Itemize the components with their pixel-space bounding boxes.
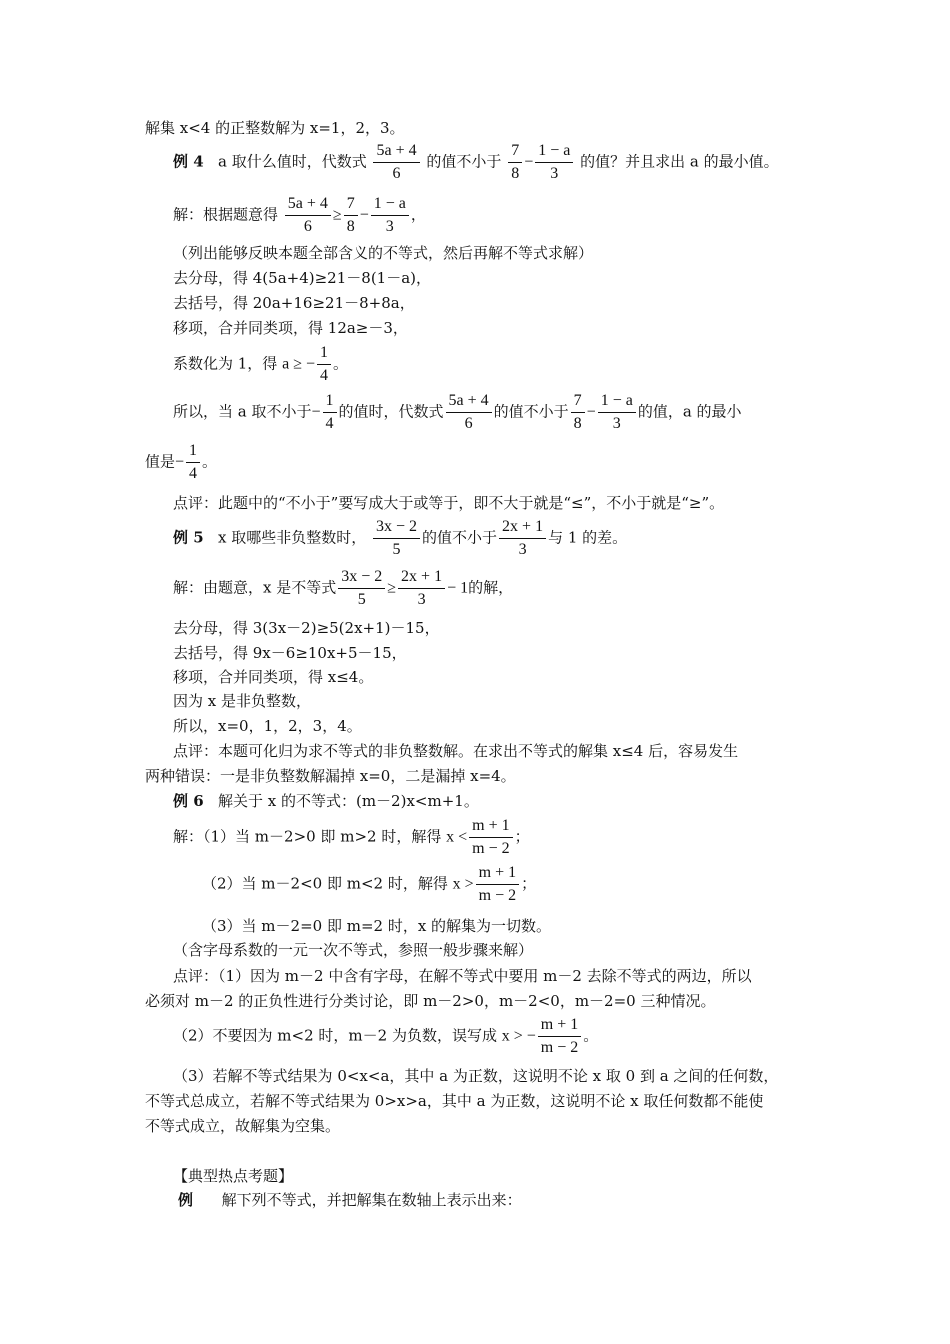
ex6-point3-a: （3）若解不等式结果为 0<x<a，其中 a 为正数，这说明不论 x 取 0 到 a 之间的任何数， <box>173 1067 779 1085</box>
ex5-step1: 去分母，得 3(3x－2)≥5(2x+1)－15， <box>173 619 440 637</box>
ex5-solution-start: 解：由题意，x 是不等式 $\frac{3x - 2}{5}$ ≥ $\frac{2x + 1}{3}$ − 1的解， <box>173 566 513 611</box>
fraction: $\frac{7}{8}$ <box>571 390 585 435</box>
fraction: $\frac{1 - a}{3}$ <box>598 390 636 435</box>
ex4-conclusion: 所以，当 a 取不小于− $\frac{1}{4}$ 的值时，代数式 $\frac{5a + 4}{6}$ 的值不小于 $\frac{7}{8}$ − $\frac{1 - a}{3}$ 的值，a 的最小 <box>173 390 742 435</box>
hot-example: 例 解下列不等式，并把解集在数轴上表示出来： <box>178 1191 522 1209</box>
ex6-case2: （2）当 m－2<0 即 m<2 时，解得 x > $\frac{m + 1}{m - 2}$ ； <box>202 862 536 907</box>
ex5-comment-1: 点评：本题可化归为求不等式的非负整数解。在求出不等式的解集 x≤4 后，容易发生 <box>173 742 739 760</box>
ex4-label: 例 4 <box>173 152 204 171</box>
ex6-point1-a: 点评：（1）因为 m－2 中含有字母，在解不等式中要用 m－2 去除不等式的两边，所以 <box>173 967 752 985</box>
line-solution-set: 解集 x<4 的正整数解为 x=1，2，3。 <box>145 119 405 137</box>
fraction: $\frac{7}{8}$ <box>344 193 358 238</box>
fraction: $\frac{7}{8}$ <box>508 140 522 185</box>
ex6-point2: （2）不要因为 m<2 时，m－2 为负数，误写成 x > − $\frac{m + 1}{m - 2}$ 。 <box>173 1014 598 1059</box>
ex4-min-value: 值是− $\frac{1}{4}$ 。 <box>145 440 217 485</box>
ex4-step2: 去括号，得 20a+16≥21－8+8a， <box>173 294 415 312</box>
fraction: $\frac{3x - 2}{5}$ <box>338 566 385 611</box>
section-title-hot-topics: 【典型热点考题】 <box>173 1167 294 1185</box>
ex6-label: 例 6 <box>173 792 204 810</box>
fraction: $\frac{5a + 4}{6}$ <box>285 193 331 238</box>
fraction: $\frac{1 - a}{3}$ <box>535 140 573 185</box>
ex6-point3-b: 不等式总成立，若解不等式结果为 0>x>a，其中 a 为正数，这说明不论 x 取任何数都不能使 <box>145 1092 764 1110</box>
ex4-comment: 点评：此题中的“不小于”要写成大于或等于，即不大于就是“≤”，不小于就是“≥”。 <box>173 494 725 512</box>
ex5-step5: 所以，x=0，1，2，3，4。 <box>173 717 362 735</box>
ex4-step1: 去分母，得 4(5a+4)≥21－8(1－a)， <box>173 269 432 287</box>
fraction: $\frac{1}{4}$ <box>323 390 337 435</box>
hot-example-label: 例 <box>178 1191 194 1209</box>
ex5-step4: 因为 x 是非负整数， <box>173 692 311 710</box>
fraction: $\frac{2x + 1}{3}$ <box>398 566 445 611</box>
ex6-point3-c: 不等式成立，故解集为空集。 <box>145 1117 341 1135</box>
fraction: $\frac{2x + 1}{3}$ <box>499 516 546 561</box>
ex5-step3: 移项，合并同类项，得 x≤4。 <box>173 668 374 686</box>
ex4-step3: 移项，合并同类项，得 12a≥－3， <box>173 319 408 337</box>
ex6-point1-b: 必须对 m－2 的正负性进行分类讨论，即 m－2>0，m－2<0，m－2=0 三种情况。 <box>145 992 716 1010</box>
ex4-solution-start: 解：根据题意得 $\frac{5a + 4}{6}$ ≥ $\frac{7}{8}$ − $\frac{1 - a}{3}$ ， <box>173 193 426 238</box>
ex6-case1: 解：（1）当 m－2>0 即 m>2 时，解得 x < $\frac{m + 1}{m - 2}$ ； <box>173 815 530 860</box>
fraction: $\frac{1}{4}$ <box>317 342 331 387</box>
ex5-step2: 去括号，得 9x－6≥10x+5－15， <box>173 644 407 662</box>
fraction: $\frac{1}{4}$ <box>186 440 200 485</box>
fraction: $\frac{m + 1}{m - 2}$ <box>538 1014 581 1059</box>
ex4-question: 例 4 a 取什么值时，代数式 $\frac{5a + 4}{6}$ 的值不小于 $\frac{7}{8}$ − $\frac{1 - a}{3}$ 的值？并且求出 a 的最小值。 <box>173 140 779 185</box>
ex5-comment-2: 两种错误：一是非负整数解漏掉 x=0，二是漏掉 x=4。 <box>145 767 516 785</box>
ex4-step4: 系数化为 1，得 a ≥ − $\frac{1}{4}$ 。 <box>173 342 348 387</box>
fraction: $\frac{1 - a}{3}$ <box>371 193 409 238</box>
fraction: $\frac{5a + 4}{6}$ <box>446 390 492 435</box>
ex6-note: （含字母系数的一元一次不等式，参照一般步骤来解） <box>173 941 534 959</box>
fraction: $\frac{5a + 4}{6}$ <box>373 140 419 185</box>
fraction: $\frac{m + 1}{m - 2}$ <box>469 815 512 860</box>
fraction: $\frac{3x - 2}{5}$ <box>373 516 420 561</box>
ex6-case3: （3）当 m－2=0 即 m=2 时，x 的解集为一切数。 <box>202 917 552 935</box>
ex4-note: （列出能够反映本题全部含义的不等式，然后再解不等式求解） <box>173 244 594 262</box>
ex5-question: 例 5 x 取哪些非负整数时， $\frac{3x - 2}{5}$ 的值不小于 $\frac{2x + 1}{3}$ 与 1 的差。 <box>173 516 627 561</box>
ex6-question: 例 6 解关于 x 的不等式：(m－2)x<m+1。 <box>173 792 479 810</box>
fraction: $\frac{m + 1}{m - 2}$ <box>476 862 519 907</box>
ex5-label: 例 5 <box>173 528 204 547</box>
